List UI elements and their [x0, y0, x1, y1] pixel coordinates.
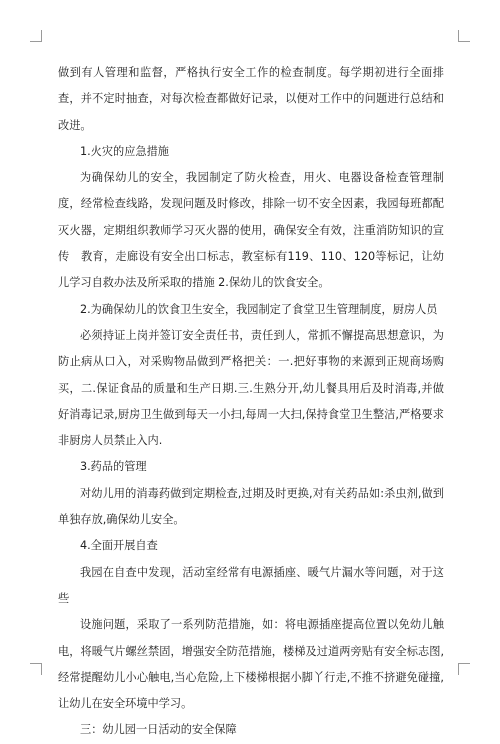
paragraph-food-measures: 必须持证上岗并签订安全责任书，责任到人，常抓不懈提高思想意识，为防止病从口入，对采购物品做到严格把关：一.把好事物的来源到正规商场购买，二.保证食品的质量和生产日期.三.生熟分开,幼儿餐具用后及时消毒,并做好消毒记录,厨房卫生做到每天一小扫,每周一大扫,保持食堂卫生整洁,严格要求非厨房人员禁止入内.	[58, 328, 444, 448]
heading-medicine-management: 3.药品的管理	[80, 460, 147, 474]
heading-food-safety: 2.为确保幼儿的饮食卫生安全，我园制定了食堂卫生管理制度，厨房人员	[80, 302, 438, 316]
paragraph-self-inspection-measures: 设施问题，采取了一系列防范措施，如：将电源插座提高位置以免幼儿触电，将暖气片螺丝禁固，增强安全防范措施，楼梯及过道两旁贴有安全标志图,经常提醒幼儿小心触电,当心危险,上下楼梯根据小脚丫行走,不推不挤避免碰撞,让幼儿在安全环境中学习。	[58, 618, 444, 711]
paragraph-fire-measures: 为确保幼儿的安全，我园制定了防火检查，用火、电器设备检查管理制 度，经常检查线路，发现问题及时修改，排除一切不安全因素，我园每班都配灭火器，定期组织教师学习灭火器的使用，确保安全有效，注重消防知识的宣传 教育，走廊设有安全出口标志，教室标有119、110、120等标记，让幼儿学习自救办法及所采取的措施 2.保幼儿的饮食安全。	[58, 171, 456, 290]
heading-fire-emergency: 1.火灾的应急措施	[80, 144, 169, 158]
paragraph-self-inspection-intro: 我园在自查中发现，活动室经常有电源插座、暖气片漏水等问题，对于这些	[58, 565, 444, 605]
paragraph-medicine: 对幼儿用的消毒药做到定期检查,过期及时更换,对有关药品如:杀虫剂,做到单独存放,确保幼儿安全。	[58, 486, 444, 527]
document-body	[58, 60, 456, 744]
heading-self-inspection: 4.全面开展自查	[80, 539, 158, 553]
paragraph-inspection-system: 做到有人管理和监督，严格执行安全工作的检查制度。每学期初进行全面排查，并不定时抽查，对每次检查都做好记录，以便对工作中的问题进行总结和改进。	[58, 66, 444, 132]
heading-daily-activity-safety: 三：幼儿园一日活动的安全保障	[80, 723, 237, 737]
